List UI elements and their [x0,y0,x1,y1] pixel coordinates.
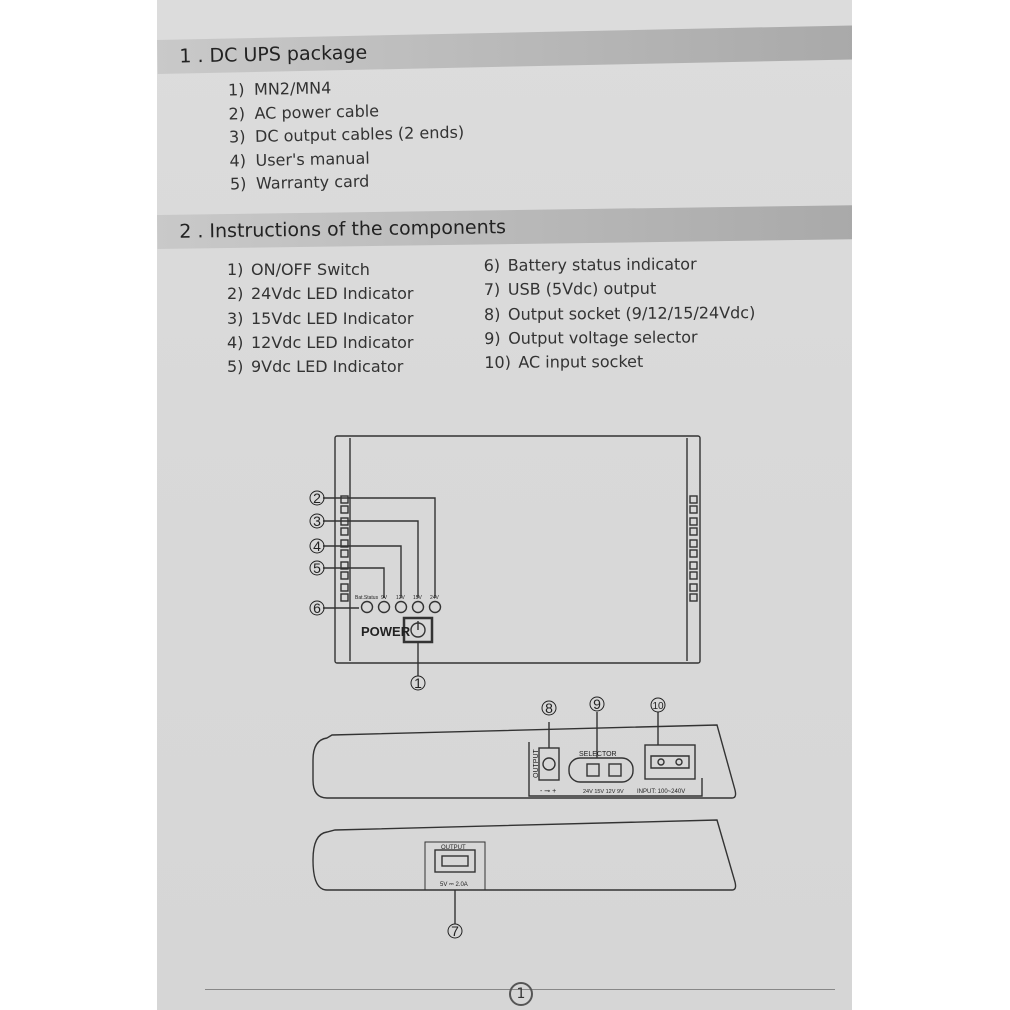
list-item-text: AC power cable [254,100,380,123]
list-item-text: 9Vdc LED Indicator [251,357,404,377]
led-9v [379,602,390,613]
led-label-12v: 12V [396,595,405,601]
list-item-number: 9) [484,328,501,348]
list-item-number: 3) [227,308,244,328]
manual-page [157,0,852,1010]
callout-3: 3 [313,513,321,529]
list-item-text: MN2/MN4 [253,78,332,99]
list-item-text: User's manual [255,148,370,170]
output-label-front: OUTPUT [533,749,540,778]
list-item-number: 1) [227,80,245,100]
list-item-text: 12Vdc LED Indicator [251,332,414,352]
voltage-selector [569,758,633,782]
led-label-24v: 24V [430,595,439,601]
selector-label: SELECTOR [579,751,617,758]
list-item-text: AC input socket [518,352,644,372]
led-12v [396,602,407,613]
callout-2: 2 [313,490,321,506]
list-item-text: Output socket (9/12/15/24Vdc) [507,302,756,324]
callout-5: 5 [313,560,321,576]
led-bat-status [362,602,373,613]
list-item-number: 5) [229,174,247,194]
usb-output-label: OUTPUT [441,845,466,851]
list-item-text: Warranty card [255,171,370,193]
selector-values: 24V 15V 12V 9V [583,789,624,795]
callout-10: 10 [652,701,664,712]
ups-back-view [313,820,736,890]
list-item-number: 4) [227,332,244,352]
led-24v [430,602,441,613]
callout-4: 4 [313,538,321,554]
input-label: INPUT: 100~240V [637,789,686,795]
led-label-bat-status: Bat.Status [355,595,379,601]
polarity-label: - ⊸ + [540,788,557,795]
list-item-text: 15Vdc LED Indicator [251,308,414,328]
led-label-9v: 9V [381,595,388,601]
list-item-number: 5) [227,357,244,377]
callout-6: 6 [313,600,321,616]
list-item-text: Battery status indicator [507,254,697,275]
list-item-text: ON/OFF Switch [251,260,370,279]
list-item-text: Output voltage selector [508,327,698,348]
list-item-number: 6) [483,255,501,275]
section-1-title: 1 . DC UPS package [179,41,368,68]
ac-input-socket [645,745,695,779]
list-item-number: 4) [229,150,247,170]
list-item-text: 24Vdc LED Indicator [251,284,414,304]
list-item-text: USB (5Vdc) output [507,279,657,300]
page-number: 1 [509,982,533,1006]
power-label: POWER [361,624,411,639]
led-15v [413,602,424,613]
output-socket [539,748,559,780]
callout-7: 7 [451,923,459,939]
section-2-title: 2 . Instructions of the components [179,216,507,243]
callout-1: 1 [414,675,422,691]
list-item-number: 7) [483,280,501,300]
list-item-number: 2) [227,284,244,304]
led-label-15v: 15V [413,595,422,601]
right-vents [690,496,697,601]
list-item-number: 8) [483,304,501,324]
device-diagram [157,0,852,1010]
usb-rating-label: 5V ⎓ 2.0A [440,882,468,888]
callout-9: 9 [593,696,601,712]
callouts [310,490,665,939]
list-item-number: 2) [228,103,246,123]
callout-8: 8 [545,700,553,716]
ups-front-view [313,725,736,798]
list-item-number: 1) [227,260,244,279]
left-vents [341,496,348,601]
list-item-number: 10) [484,352,512,373]
list-item-number: 3) [228,127,246,147]
usb-port [435,850,475,872]
list-item-text: DC output cables (2 ends) [254,122,465,146]
